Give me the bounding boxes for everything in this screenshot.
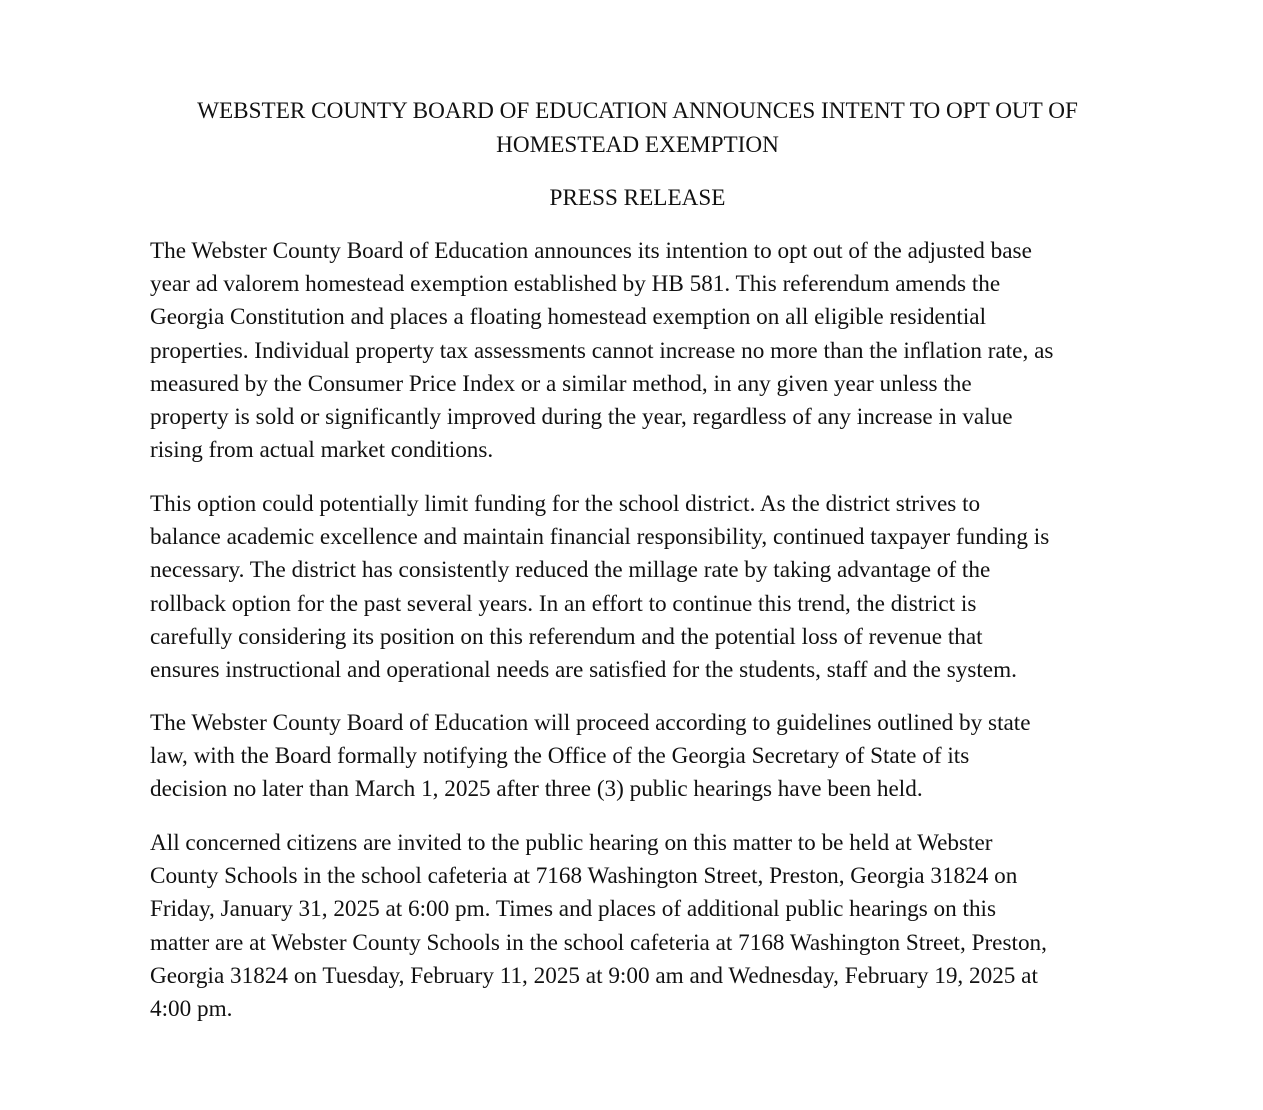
text-line: All concerned citizens are invited to the public hearing on this matter to be held at Webster [150, 830, 993, 856]
document-title [140, 94, 1135, 162]
text-line: matter are at Webster County Schools in the school cafeteria at 7168 Washington Street, Preston, [150, 929, 1047, 956]
text-line: year ad valorem homestead exemption established by HB 581. This referendum amends the [150, 271, 1001, 298]
text-line: Georgia Constitution and places a floating homestead exemption on all eligible residential [150, 304, 987, 331]
text-line: 4:00 pm. [150, 996, 233, 1023]
paragraph-funding-impact [150, 488, 1135, 687]
text-line: measured by the Consumer Price Index or a similar method, in any given year unless the [150, 370, 972, 397]
paragraph-opt-out-intent [150, 235, 1135, 467]
text-line: Georgia 31824 on Tuesday, February 11, 2025 at 9:00 am and Wednesday, February 19, 2025 at [150, 962, 1038, 989]
text-line: properties. Individual property tax assessments cannot increase no more than the inflation rate, as [150, 337, 1054, 364]
text-line: ensures instructional and operational needs are satisfied for the students, staff and the system. [150, 657, 1017, 684]
title-line: WEBSTER COUNTY BOARD OF EDUCATION ANNOUNCES INTENT TO OPT OUT OF [197, 98, 1078, 124]
text-line: decision no later than March 1, 2025 after three (3) public hearings have been held. [150, 776, 923, 803]
paragraph-public-hearings [150, 827, 1135, 1026]
text-line: The Webster County Board of Education will proceed according to guidelines outlined by state [150, 710, 1031, 736]
text-line: property is sold or significantly improved during the year, regardless of any increase in value [150, 404, 1013, 431]
text-line: The Webster County Board of Education announces its intention to opt out of the adjusted base [150, 238, 1032, 264]
text-line: necessary. The district has consistently reduced the millage rate by taking advantage of the [150, 557, 991, 584]
text-line: carefully considering its position on this referendum and the potential loss of revenue that [150, 623, 983, 650]
paragraph-procedure [150, 707, 1135, 807]
text-line: Friday, January 31, 2025 at 6:00 pm. Times and places of additional public hearings on this [150, 896, 997, 923]
text-line: This option could potentially limit funding for the school district. As the district strives to [150, 491, 981, 517]
text-line: balance academic excellence and maintain financial responsibility, continued taxpayer funding is [150, 524, 1050, 551]
title-line: HOMESTEAD EXEMPTION [496, 132, 779, 158]
document-subtitle: PRESS RELEASE [549, 185, 726, 211]
text-line: County Schools in the school cafeteria at 7168 Washington Street, Preston, Georgia 31824 on [150, 863, 1018, 890]
text-line: rising from actual market conditions. [150, 437, 494, 464]
text-line: law, with the Board formally notifying the Office of the Georgia Secretary of State of its [150, 743, 970, 770]
text-line: rollback option for the past several years. In an effort to continue this trend, the district is [150, 590, 977, 617]
